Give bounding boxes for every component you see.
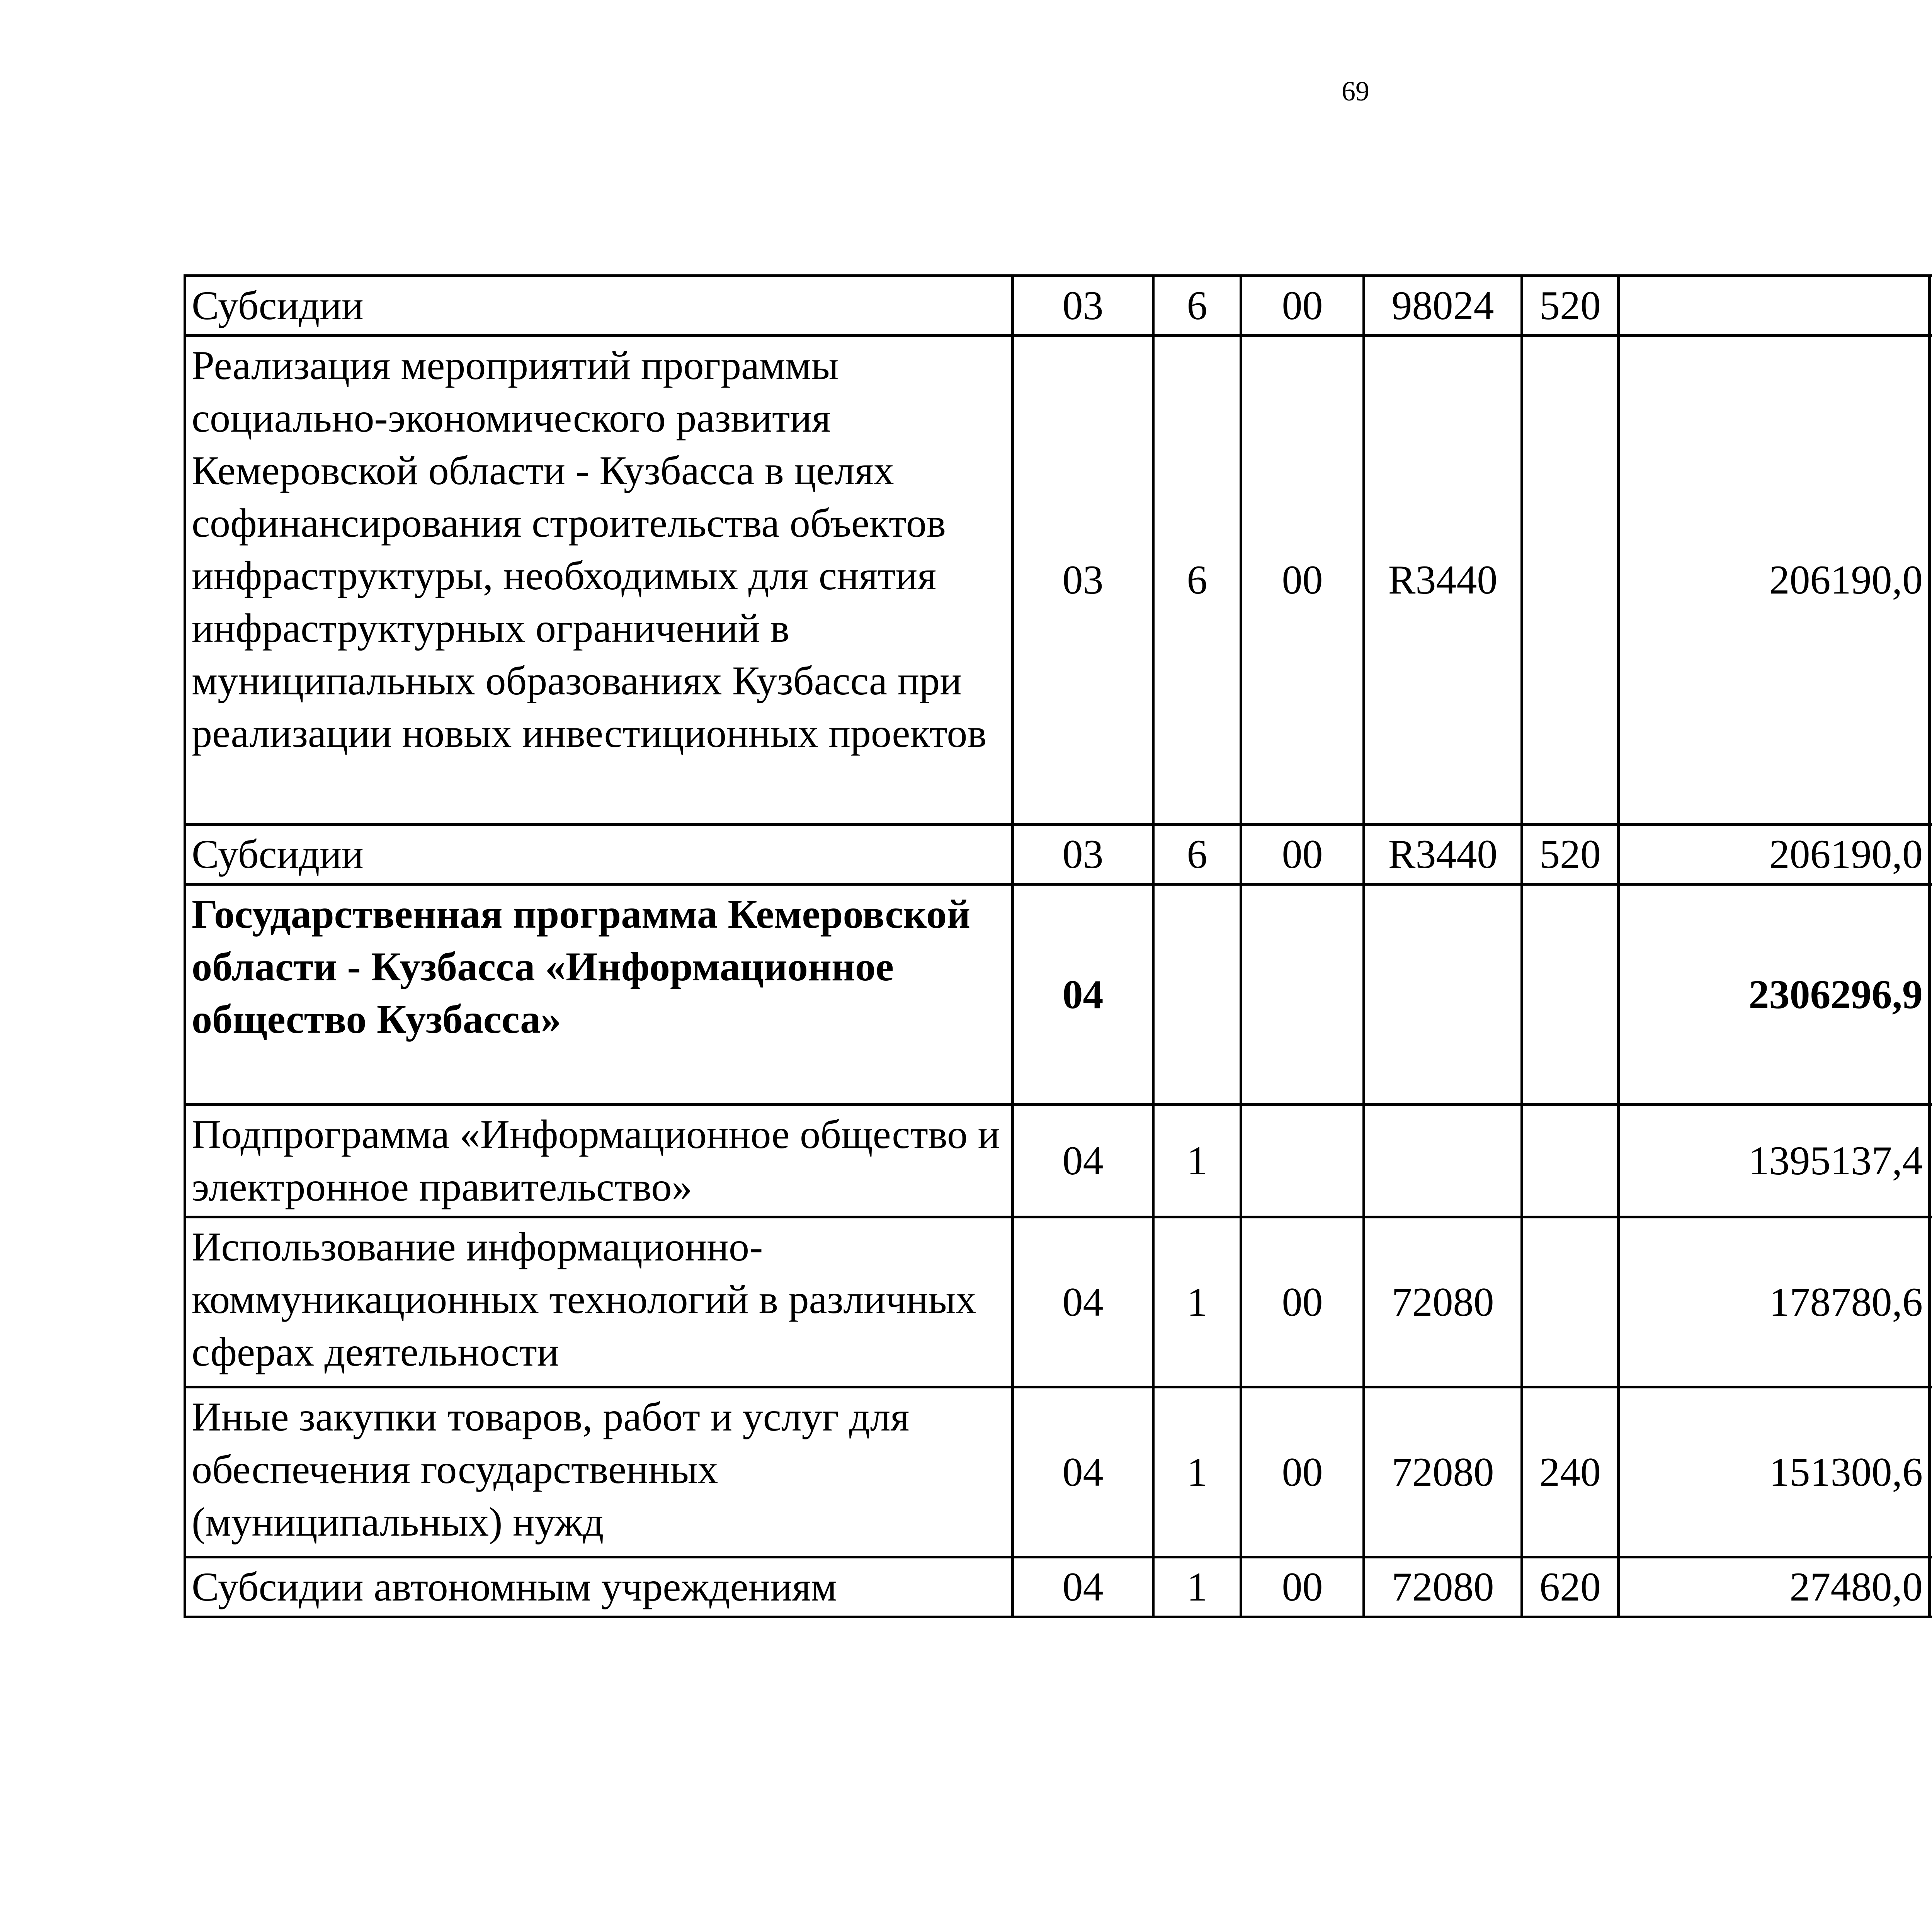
subprogram-code: 00 [1241, 1217, 1364, 1387]
program-code: 1 [1153, 1557, 1241, 1617]
expense-type-code [1522, 336, 1619, 825]
amount-year-2 [1930, 336, 1932, 825]
section-code: 04 [1013, 1217, 1153, 1387]
section-code: 04 [1013, 885, 1153, 1105]
table-row [185, 1105, 1932, 1217]
amount-year-1 [1619, 276, 1930, 336]
program-code [1153, 885, 1241, 1105]
program-code: 1 [1153, 1217, 1241, 1387]
direction-code [1364, 1105, 1522, 1217]
section-code: 03 [1013, 825, 1153, 885]
direction-code: 72080 [1364, 1557, 1522, 1617]
subprogram-code [1241, 885, 1364, 1105]
expense-type-code: 240 [1522, 1387, 1619, 1557]
amount-year-1: 206190,0 [1619, 825, 1930, 885]
expense-type-code [1522, 1217, 1619, 1387]
expense-type-code [1522, 885, 1619, 1105]
direction-code: R3440 [1364, 336, 1522, 825]
amount-year-2 [1930, 1105, 1932, 1217]
program-code: 1 [1153, 1105, 1241, 1217]
program-code: 6 [1153, 336, 1241, 825]
direction-code [1364, 885, 1522, 1105]
subprogram-code: 00 [1241, 1387, 1364, 1557]
program-code: 1 [1153, 1387, 1241, 1557]
budget-table [184, 274, 1932, 1618]
subprogram-code: 00 [1241, 336, 1364, 825]
row-name: Субсидии [185, 825, 1013, 885]
expense-type-code [1522, 1105, 1619, 1217]
row-name: Государственная программа Кемеровской области - Кузбасса «Информационное общество Кузбасса» [185, 885, 1013, 1105]
amount-year-2 [1930, 1557, 1932, 1617]
table-row [185, 825, 1932, 885]
row-name: Подпрограмма «Информационное общество и электронное правительство» [185, 1105, 1013, 1217]
expense-type-code: 520 [1522, 276, 1619, 336]
section-code: 03 [1013, 276, 1153, 336]
section-code: 04 [1013, 1387, 1153, 1557]
amount-year-2 [1930, 276, 1932, 336]
section-code: 04 [1013, 1105, 1153, 1217]
amount-year-2 [1930, 885, 1932, 1105]
section-code: 04 [1013, 1557, 1153, 1617]
subprogram-code: 00 [1241, 276, 1364, 336]
table-row [185, 885, 1932, 1105]
direction-code: 72080 [1364, 1387, 1522, 1557]
row-name: Использование информационно-коммуникационных технологий в различных сферах деятельности [185, 1217, 1013, 1387]
amount-year-1: 178780,6 [1619, 1217, 1930, 1387]
expense-type-code: 620 [1522, 1557, 1619, 1617]
expense-type-code: 520 [1522, 825, 1619, 885]
program-code: 6 [1153, 276, 1241, 336]
amount-year-1: 27480,0 [1619, 1557, 1930, 1617]
amount-year-2 [1930, 1387, 1932, 1557]
amount-year-1: 1395137,4 [1619, 1105, 1930, 1217]
table-row [185, 1557, 1932, 1617]
section-code: 03 [1013, 336, 1153, 825]
program-code: 6 [1153, 825, 1241, 885]
table-row [185, 276, 1932, 336]
amount-year-1: 206190,0 [1619, 336, 1930, 825]
row-name: Субсидии [185, 276, 1013, 336]
row-name: Иные закупки товаров, работ и услуг для обеспечения государственных (муниципальных) нужд [185, 1387, 1013, 1557]
direction-code: 72080 [1364, 1217, 1522, 1387]
table-row [185, 336, 1932, 825]
table-row [185, 1387, 1932, 1557]
direction-code: R3440 [1364, 825, 1522, 885]
amount-year-2 [1930, 825, 1932, 885]
amount-year-1: 151300,6 [1619, 1387, 1930, 1557]
amount-year-2 [1930, 1217, 1932, 1387]
direction-code: 98024 [1364, 276, 1522, 336]
subprogram-code [1241, 1105, 1364, 1217]
row-name: Реализация мероприятий программы социально-экономического развития Кемеровской области - Кузбасса в целях софинансирования строительства объектов инфраструктуры, необходимых для снятия инфраструктурных ограничений в муниципальных образованиях Кузбасса при реализации новых инвестиционных проектов [185, 336, 1013, 825]
subprogram-code: 00 [1241, 1557, 1364, 1617]
amount-year-1: 2306296,9 [1619, 885, 1930, 1105]
table-row [185, 1217, 1932, 1387]
subprogram-code: 00 [1241, 825, 1364, 885]
page-number: 69 [1342, 76, 1369, 107]
row-name: Субсидии автономным учреждениям [185, 1557, 1013, 1617]
